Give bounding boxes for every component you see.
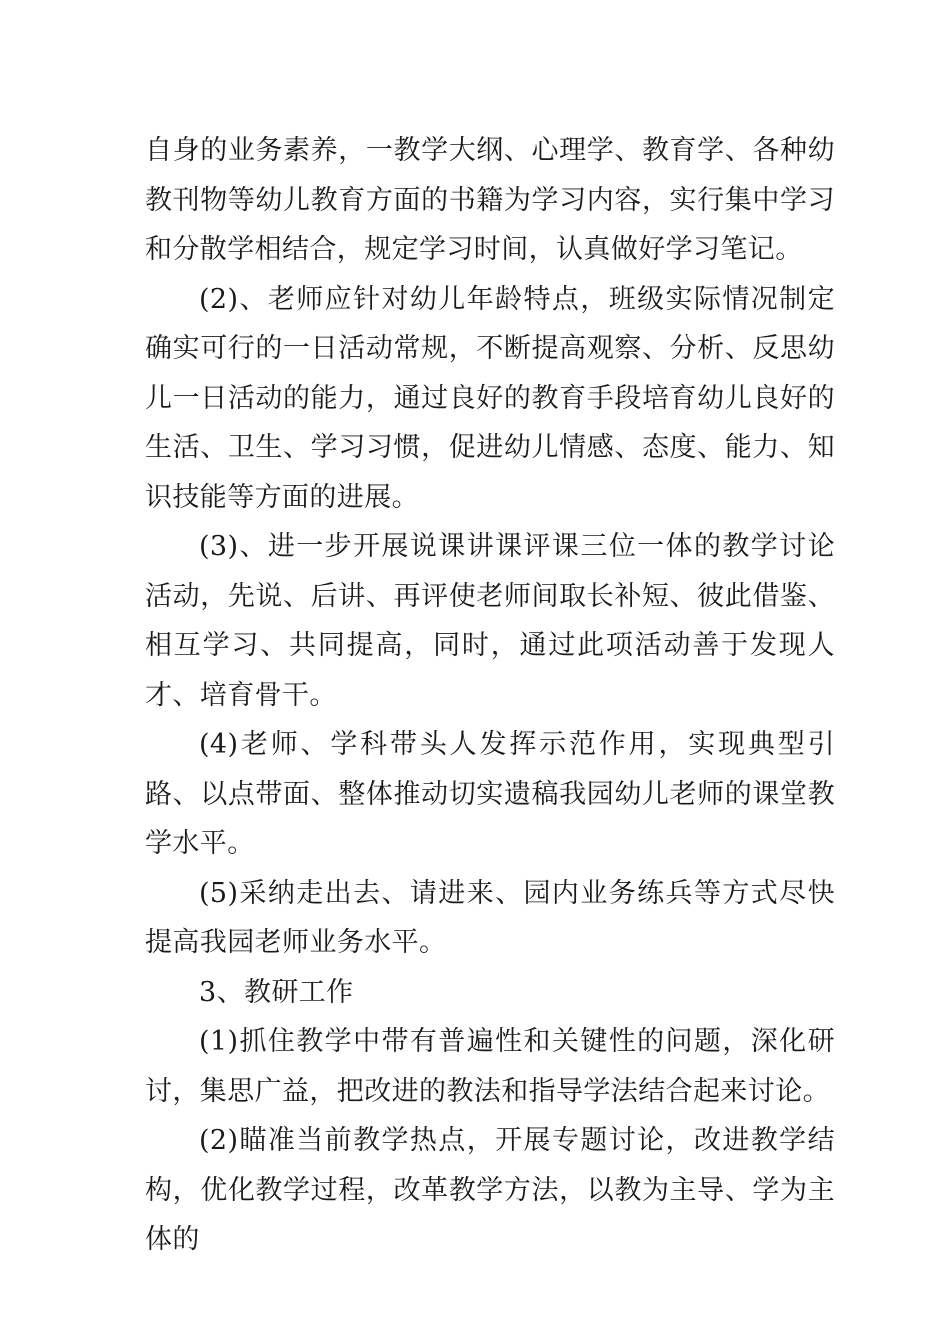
- paragraph-item-5: (5)采纳走出去、请进来、园内业务练兵等方式尽快提高我园老师业务水平。: [145, 877, 835, 958]
- paragraph-item-2: (2)、老师应针对幼儿年龄特点，班级实际情况制定确实可行的一日活动常规，不断提高观察、分析、反思幼儿一日活动的能力，通过良好的教育手段培育幼儿良好的生活、卫生、学习习惯，促进幼儿情感、态度、能力、知识技能等方面的进展。: [145, 283, 835, 513]
- document-body: [145, 126, 835, 1265]
- paragraph-continuation: 自身的业务素养，一教学大纲、心理学、教育学、各种幼教刊物等幼儿教育方面的书籍为学习内容，实行集中学习和分散学相结合，规定学习时间，认真做好学习笔记。: [145, 135, 835, 265]
- section-heading-teaching-research: 3、教研工作: [199, 976, 354, 1008]
- paragraph-research-item-2: (2)瞄准当前教学热点，开展专题讨论，改进教学结构，优化教学过程，改革教学方法，以教为主导、学为主体的: [145, 1125, 835, 1255]
- paragraph-item-3: (3)、进一步开展说课讲课评课三位一体的教学讨论活动，先说、后讲、再评使老师间取长补短、彼此借鉴、相互学习、共同提高，同时，通过此项活动善于发现人才、培育骨干。: [145, 531, 835, 711]
- paragraph-item-4: (4)老师、学科带头人发挥示范作用，实现典型引路、以点带面、整体推动切实遗稿我园幼儿老师的课堂教学水平。: [145, 729, 835, 859]
- paragraph-research-item-1: (1)抓住教学中带有普遍性和关键性的问题，深化研讨，集思广益，把改进的教法和指导学法结合起来讨论。: [145, 1026, 835, 1107]
